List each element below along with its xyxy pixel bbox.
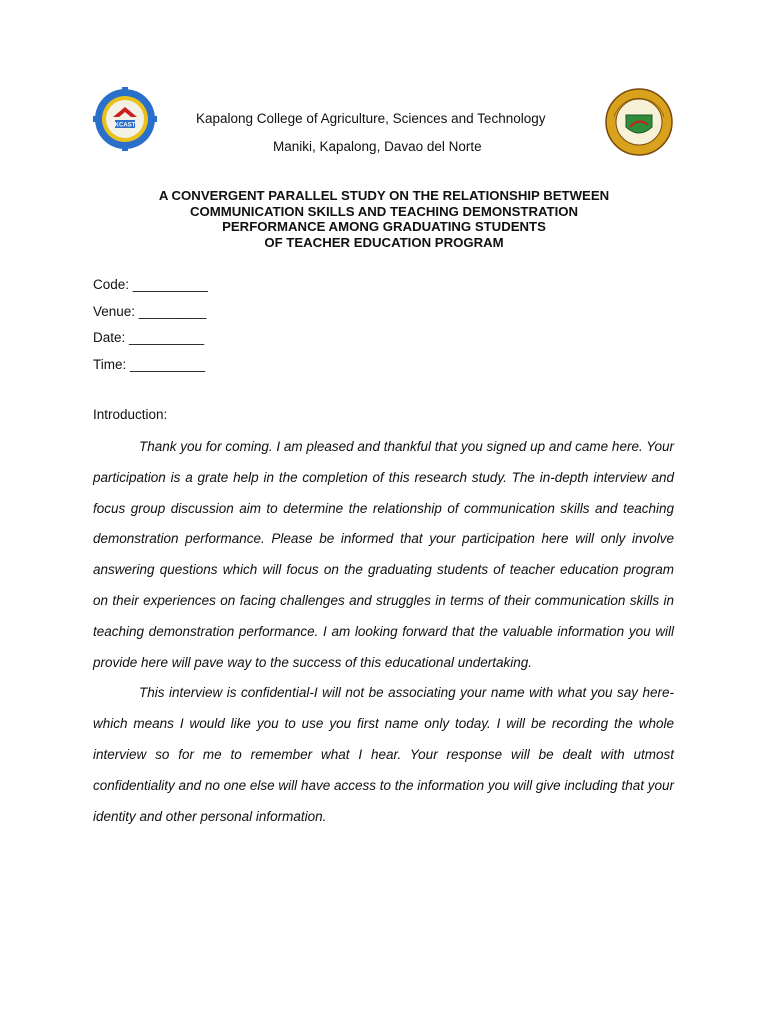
title-line: PERFORMANCE AMONG GRADUATING STUDENTS <box>222 219 546 234</box>
title-line: A CONVERGENT PARALLEL STUDY ON THE RELATIONSHIP BETWEEN <box>158 188 610 203</box>
title-line: OF TEACHER EDUCATION PROGRAM <box>264 234 504 250</box>
college-name: Kapalong College of Agriculture, Sciences and Technology <box>196 111 546 126</box>
kcast-logo <box>93 87 157 151</box>
date-field: Date: __________ <box>93 330 205 345</box>
bayan-ng-kapalong-logo <box>604 87 674 157</box>
introduction-paragraph-2: This interview is confidential-I will not be associating your name with what you say here-which means I would like you to use you first name only today. I will be recording the whole interview so for me to remember what I hear. Your response will be dealt with utmost confidentiality and no one else will have access to the information you will give including that your identity and other personal information. <box>93 685 674 824</box>
title-line: COMMUNICATION SKILLS AND TEACHING DEMONSTRATION <box>189 203 579 219</box>
college-address: Maniki, Kapalong, Davao del Norte <box>273 139 482 154</box>
interview-details <box>93 276 208 382</box>
introduction-heading: Introduction: <box>93 407 168 422</box>
introduction-paragraph-1: Thank you for coming. I am pleased and thankful that you signed up and came here. Your participation is a grate help in the completion of this research study. The in-depth interview and focus group discussion aim to determine the relationship of communication skills and teaching demonstration performance. Please be informed that your participation here will only involve answering questions which will focus on the graduating students of teacher education program on their experiences on facing challenges and struggles in terms of their communication skills in teaching demonstration performance. I am looking forward that the valuable information you will provide here will pave way to the success of this educational undertaking. <box>93 439 674 670</box>
logo-lettering: KCAST <box>114 122 136 129</box>
time-field: Time: __________ <box>93 356 206 372</box>
seal-center <box>106 100 144 138</box>
introduction-body <box>93 432 674 832</box>
venue-field: Venue: _________ <box>93 303 207 319</box>
code-field: Code: __________ <box>93 277 208 292</box>
study-title <box>93 188 675 250</box>
